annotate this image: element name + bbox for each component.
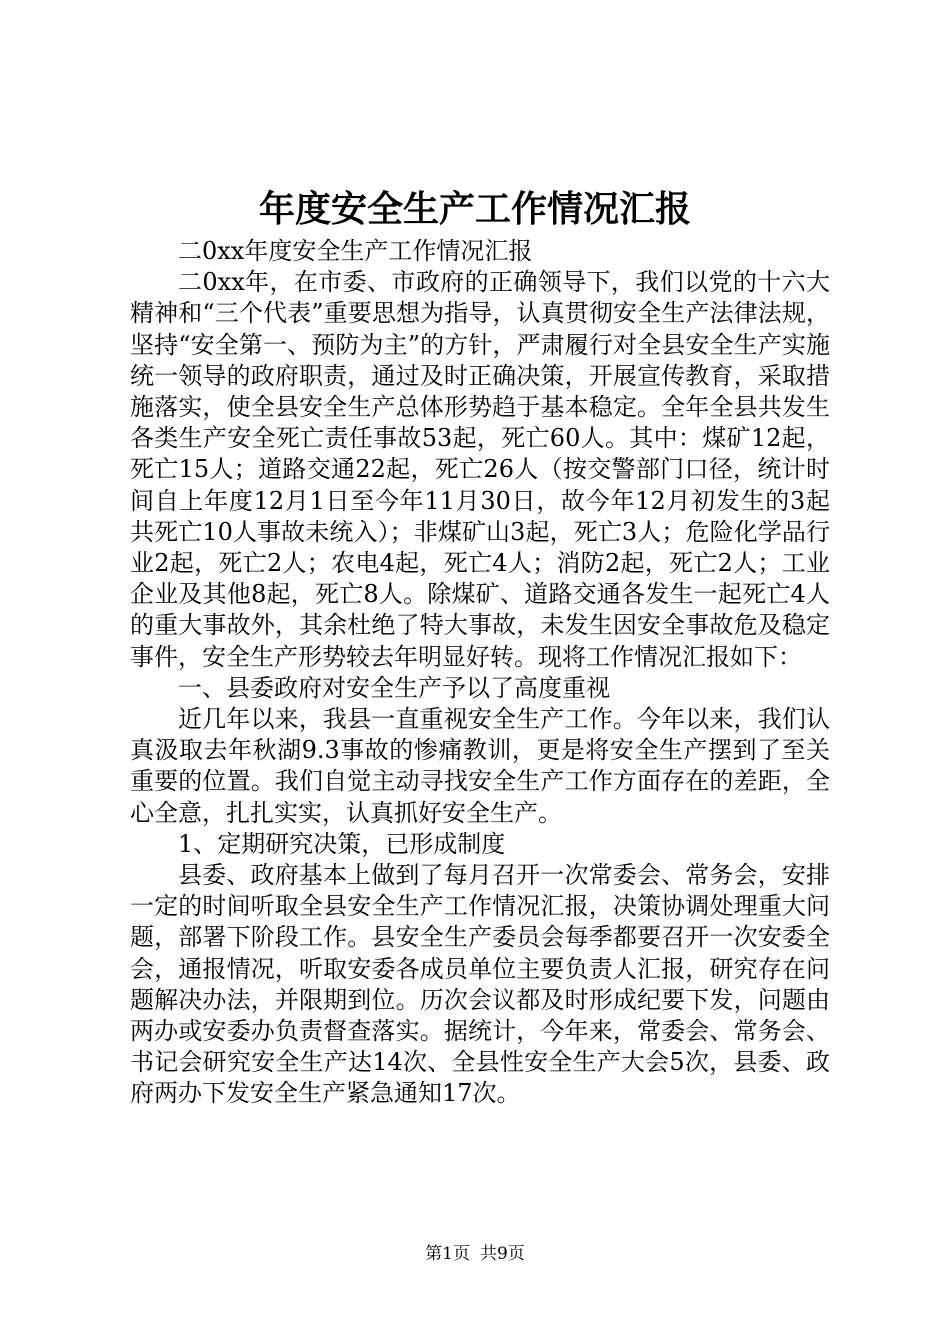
paragraph-section-1: 近几年以来，我县一直重视安全生产工作。今年以来，我们认真汲取去年秋湖9.3事故的惨痛教训，更是将安全生产摆到了至关重要的位置。我们自觉主动寻找安全生产工作方面存在的差距，全心全意，扎扎实实，认真抓好安全生产。 [130,705,830,827]
paragraph-subsection-1: 县委、政府基本上做到了每月召开一次常委会、常务会，安排一定的时间听取全县安全生产工作情况汇报，决策协调处理重大问题，部署下阶段工作。县安全生产委员会每季都要召开一次安委全会，通报情况，听取安委各成员单位主要负责人汇报，研究存在问题解决办法，并限期到位。历次会议都及时形成纪要下发，问题由两办或安委办负责督查落实。据统计，今年来，常委会、常务会、书记会研究安全生产达14次、全县性安全生产大会5次，县委、政府两办下发安全生产紧急通知17次。 [130,861,830,1108]
document-body [130,236,830,1110]
subsection-heading-1: 1、定期研究决策，已形成制度 [178,829,506,858]
paragraph-subtitle: 二0xx年度安全生产工作情况汇报 [178,237,533,265]
page-total: 共9页 [480,1244,525,1264]
paragraph-overview: 二0xx年，在市委、市政府的正确领导下，我们以党的十六大精神和“三个代表”重要思想为指导，认真贯彻安全生产法律法规，坚持“安全第一、预防为主”的方针，严肃履行对全县安全生产实施统一领导的政府职责，通过及时正确决策，开展宣传教育，采取措施落实，使全县安全生产总体形势趋于基本稳定。全年全县共发生各类生产安全死亡责任事故53起，死亡60人。其中：煤矿12起，死亡15人；道路交通22起，死亡26人（按交警部门口径，统计时间自上年度12月1日至今年11月30日，故今年12月初发生的3起共死亡10人事故未统入）；非煤矿山3起，死亡3人；危险化学品行业2起，死亡2人；农电4起，死亡4人；消防2起，死亡2人；工业企业及其他8起，死亡8人。除煤矿、道路交通各发生一起死亡4人的重大事故外，其余杜绝了特大事故，未发生因安全事故危及稳定事件，安全生产形势较去年明显好转。现将工作情况汇报如下： [130,268,830,671]
page-footer [0,1242,950,1266]
document-title: 年度安全生产工作情况汇报 [258,188,691,230]
page-number: 第1页 [425,1244,470,1264]
section-heading-1: 一、县委政府对安全生产予以了高度重视 [178,673,610,702]
